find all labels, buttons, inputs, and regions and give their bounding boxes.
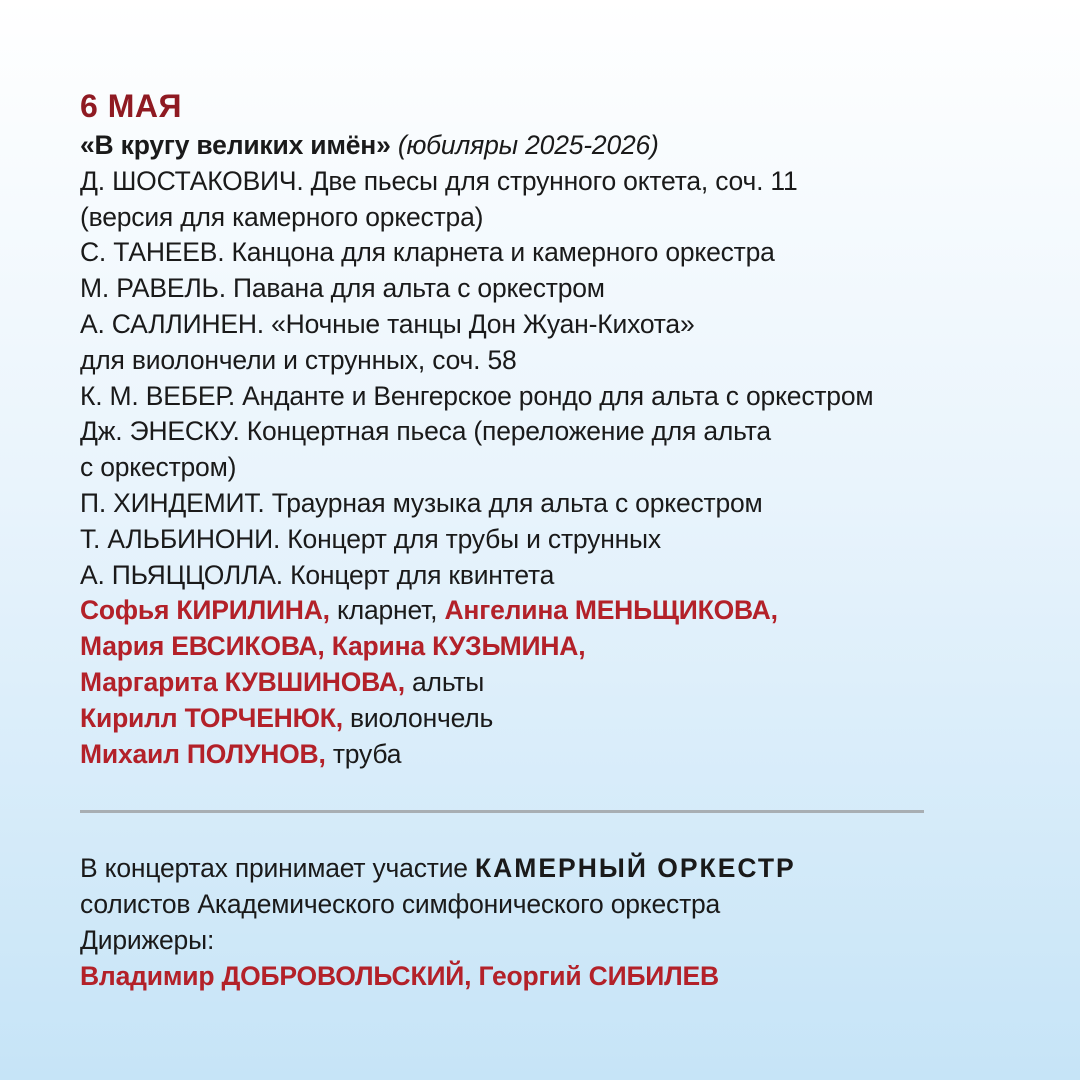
work-line: А. САЛЛИНЕН. «Ночные танцы Дон Жуан-Кихота» (80, 308, 695, 339)
footer-block (80, 851, 1080, 994)
conductors-names (80, 959, 1080, 995)
work-line: (версия для камерного оркестра) (80, 201, 484, 232)
program-subtitle: (юбиляры 2025-2026) (397, 130, 659, 160)
work-line: Д. ШОСТАКОВИЧ. Две пьесы для струнного октета, соч. 11 (80, 165, 798, 196)
work-line: К. М. ВЕБЕР. Анданте и Венгерское рондо для альта с оркестром (80, 380, 874, 411)
performer-name: Ангелина МЕНЬЩИКОВА, (444, 595, 778, 626)
program-title-line (80, 128, 1080, 164)
work-line: С. ТАНЕЕВ. Канцона для кларнета и камерного оркестра (80, 237, 775, 268)
performer-name: Кирилл ТОРЧЕНЮК, (80, 702, 343, 733)
concert-date: 6 МАЯ (80, 88, 182, 124)
work-line: П. ХИНДЕМИТ. Траурная музыка для альта с оркестром (80, 487, 763, 518)
orchestra-name: КАМЕРНЫЙ ОРКЕСТР (475, 853, 796, 884)
conductors-label: Дирижеры: (80, 924, 215, 955)
footer-line: солистов Академического симфонического оркестра (80, 889, 721, 920)
performer-name: Маргарита КУВШИНОВА, (80, 666, 405, 697)
work-line: для виолончели и струнных, соч. 58 (80, 344, 517, 375)
section-divider (80, 810, 924, 813)
work-line: А. ПЬЯЦЦОЛЛА. Концерт для квинтета (80, 559, 555, 590)
conductor-names: Владимир ДОБРОВОЛЬСКИЙ, Георгий СИБИЛЕВ (80, 960, 719, 991)
performers-line (80, 665, 1080, 701)
performer-name: Карина КУЗЬМИНА, (324, 631, 586, 662)
work-line: Дж. ЭНЕСКУ. Концертная пьеса (переложение для альта (80, 416, 771, 447)
performer-role: виолончель (342, 702, 494, 733)
program-title: «В кругу великих имён» (80, 130, 391, 160)
performers-line (80, 701, 1080, 737)
performer-role: кларнет, (329, 595, 445, 626)
work-line: с оркестром) (80, 452, 237, 483)
footer-line (80, 851, 1080, 887)
performers-line (80, 593, 1080, 629)
program-block (80, 128, 1080, 772)
performers-line (80, 737, 1080, 773)
work-line: Т. АЛЬБИНОНИ. Концерт для трубы и струнных (80, 523, 661, 554)
performer-name: Михаил ПОЛУНОВ, (80, 738, 326, 769)
footer-intro: В концертах принимает участие (80, 853, 475, 884)
performer-role: труба (325, 738, 402, 769)
performer-name: Мария ЕВСИКОВА, (80, 631, 325, 662)
performers-line (80, 629, 1080, 665)
work-line: М. РАВЕЛЬ. Павана для альта с оркестром (80, 273, 605, 304)
performer-role: альты (404, 666, 485, 697)
performer-name: Софья КИРИЛИНА, (80, 595, 330, 626)
